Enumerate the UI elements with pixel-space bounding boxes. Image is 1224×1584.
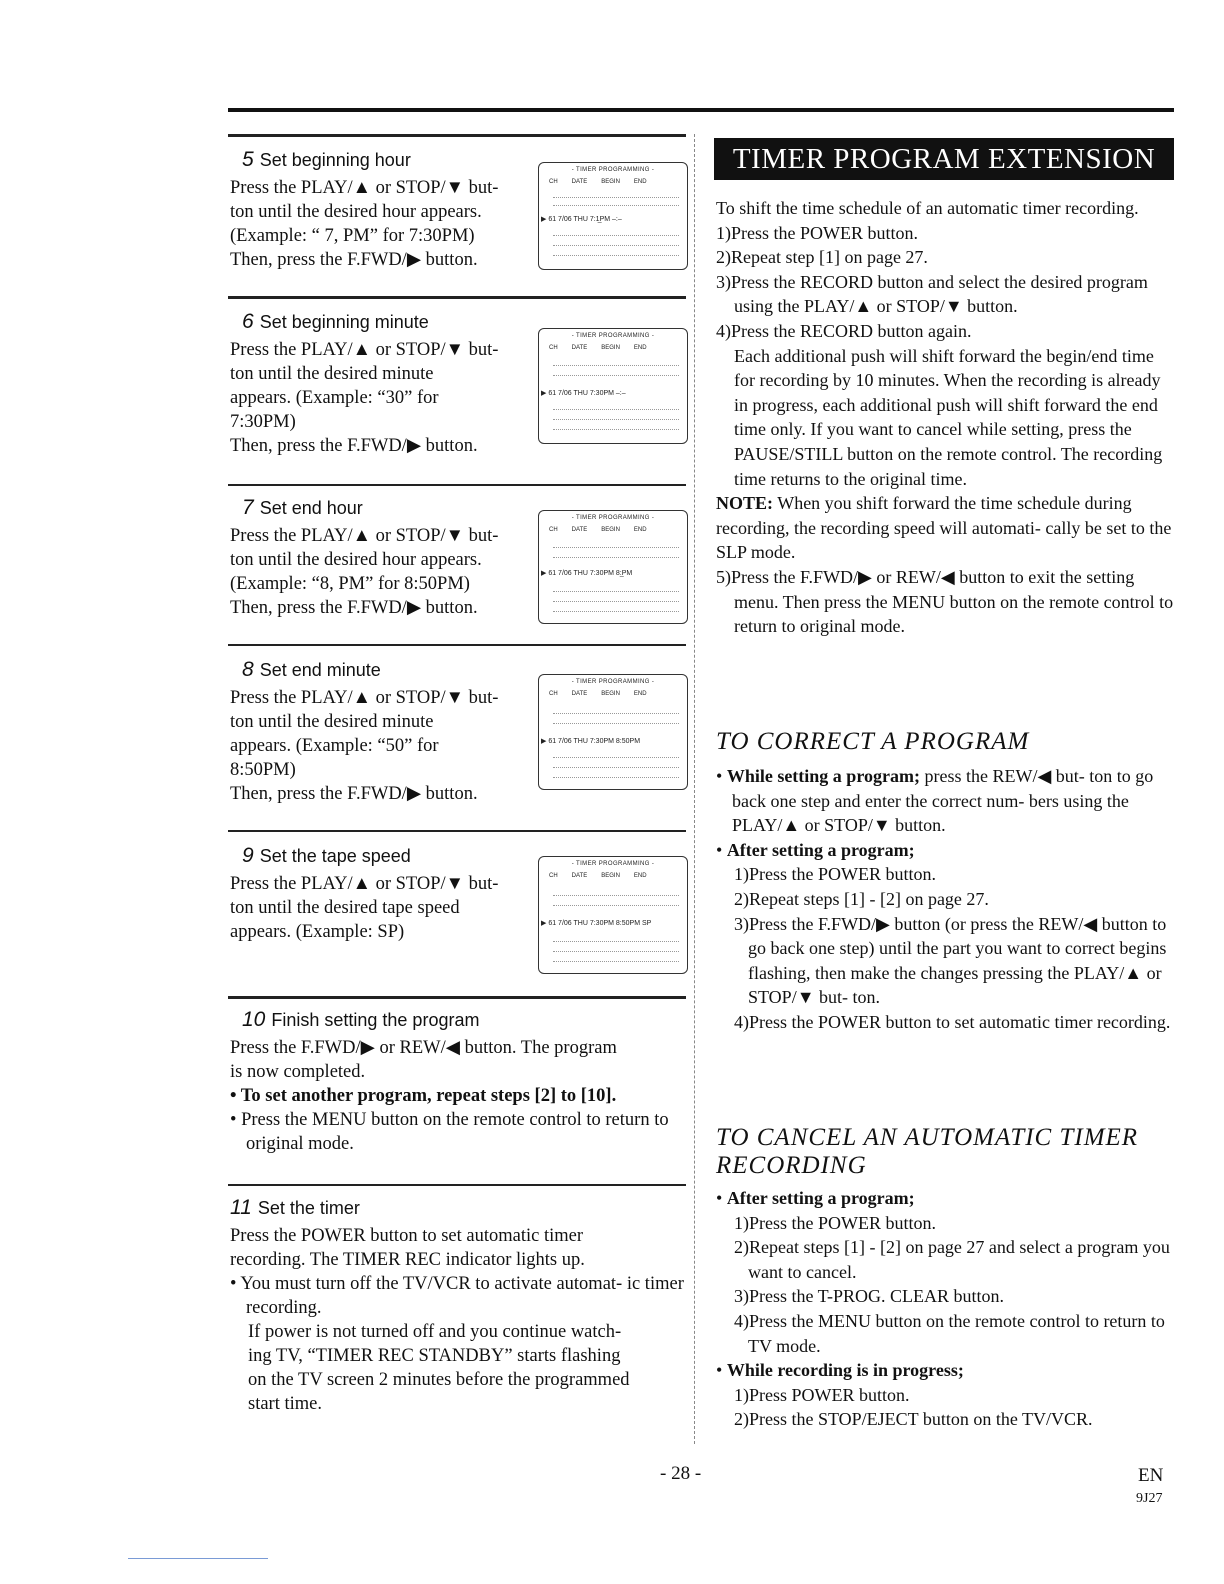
step-text: 1)Press POWER button.	[734, 1384, 910, 1405]
osd-header: BEGIN	[601, 527, 620, 533]
step-text: 8:50PM)	[230, 760, 296, 780]
osd-row: ▶ 61 7/06 THU 7:30PM 8:50PM	[541, 738, 641, 745]
step-number: 9	[242, 844, 254, 867]
osd-header: DATE	[571, 873, 588, 879]
step-text: ton until the desired hour appears.	[230, 550, 482, 570]
column-divider	[694, 134, 695, 1444]
correct-section	[716, 764, 1176, 1035]
bullet-item: • While recording is in progress;	[716, 1360, 964, 1381]
step-text: (Example: “8, PM” for 8:50PM)	[230, 574, 470, 594]
osd-title: - TIMER PROGRAMMING -	[571, 333, 655, 339]
step-9	[230, 844, 540, 944]
osd-header: CH	[549, 527, 558, 533]
step-title: Set end hour	[259, 498, 363, 518]
step-text: 7:30PM)	[230, 412, 296, 432]
osd-header: END	[633, 345, 647, 351]
subheading-correct: TO CORRECT A PROGRAM	[716, 728, 1030, 755]
step-text: 4)Press the POWER button to set automatic timer recording.	[734, 1011, 1171, 1032]
timer-osd-screen	[538, 674, 688, 790]
bullet-item: • After setting a program;	[716, 839, 915, 860]
osd-header: CH	[549, 691, 558, 697]
language-code: EN	[1138, 1465, 1164, 1486]
step-title: Set the timer	[257, 1198, 360, 1218]
section-banner: TIMER PROGRAM EXTENSION	[714, 138, 1174, 180]
bullet-text-bold: While recording is in progress;	[726, 1360, 964, 1381]
section-rule	[228, 996, 686, 999]
step-text: Then, press the F.FWD/▶ button.	[230, 784, 478, 804]
top-rule	[228, 108, 1174, 112]
timer-osd-screen	[538, 162, 688, 270]
timer-osd-screen	[538, 856, 688, 974]
step-text: Press the PLAY/▲ or STOP/▼ but-	[230, 340, 499, 360]
bullet-item: • Press the MENU button on the remote control to return to original mode.	[230, 1110, 669, 1154]
step-text: 2)Repeat steps [1] - [2] on page 27.	[734, 888, 989, 909]
bullet-item: • To set another program, repeat steps [2] to [10].	[230, 1086, 617, 1106]
step-text: 3)Press the F.FWD/▶ button (or press the REW/◀ button to go back one step) until the part you want to correct begins flashing, then make the changes pressing the PLAY/▲ or STOP/▼ but- ton.	[734, 913, 1167, 1008]
note	[716, 491, 1176, 565]
step-title: Set beginning minute	[259, 312, 429, 332]
step-text: ton until the desired hour appears.	[230, 202, 482, 222]
step-text: ton until the desired minute	[230, 364, 434, 384]
step-text: 2)Repeat steps [1] - [2] on page 27 and select a program you want to cancel.	[734, 1237, 1170, 1282]
osd-title: - TIMER PROGRAMMING -	[571, 861, 655, 867]
step-8	[230, 658, 540, 806]
osd-header: BEGIN	[601, 345, 620, 351]
step-text: Press the PLAY/▲ or STOP/▼ but-	[230, 178, 499, 198]
bullet-text-bold: While setting a program;	[726, 766, 920, 786]
detail-text: Each additional push will shift forward the begin/end time for recording by 10 minutes. When the recording is already in progress, each additional push will shift forward the end time only. If you want to cancel while setting, press the PAUSE/STILL button on the remote control. The recording time returns to the original time.	[734, 345, 1163, 489]
step-6	[230, 310, 540, 458]
bullet-item: • While setting a program; press the REW/◀ but- ton to go back one step and enter the correct num- bers using the PLAY/▲ or STOP/▼ button.	[716, 766, 1154, 836]
step-text: Press the PLAY/▲ or STOP/▼ but-	[230, 874, 499, 894]
osd-title: - TIMER PROGRAMMING -	[571, 515, 655, 521]
step-number: 7	[242, 496, 254, 519]
step-text: recording. The TIMER REC indicator lights up.	[230, 1250, 585, 1270]
osd-row: ▶ 61 7/06 THU 7:30PM –:–	[541, 390, 626, 397]
bullet-text-bold: To set another program, repeat steps [2] to [10].	[240, 1086, 617, 1106]
subheading-cancel: TO CANCEL AN AUTOMATIC TIMER RECORDING	[716, 1124, 1139, 1179]
osd-row: ▶ 61 7/06 THU 7:30PM 8:̲PM	[541, 570, 633, 577]
step-text: Press the PLAY/▲ or STOP/▼ but-	[230, 526, 499, 546]
cancel-section	[716, 1186, 1176, 1432]
page-number: - 28 -	[660, 1463, 702, 1484]
step-text: Then, press the F.FWD/▶ button.	[230, 598, 478, 618]
step-text: ton until the desired minute	[230, 712, 434, 732]
osd-header: DATE	[571, 179, 588, 185]
note-label: NOTE:	[716, 493, 774, 514]
step-text: 1)Press the POWER button.	[734, 864, 936, 885]
step-text: ton until the desired tape speed	[230, 898, 460, 918]
section-rule	[228, 296, 686, 299]
osd-header: CH	[549, 179, 558, 185]
timer-extension-section	[716, 196, 1176, 639]
osd-header: DATE	[571, 691, 588, 697]
step-number: 6	[242, 310, 254, 333]
step-7	[230, 496, 540, 620]
step-text: 2)Repeat step [1] on page 27.	[716, 247, 928, 268]
osd-header: DATE	[571, 527, 588, 533]
step-text: If power is not turned off and you continue watch-	[248, 1322, 622, 1342]
timer-osd-screen	[538, 510, 688, 624]
osd-header: BEGIN	[601, 873, 620, 879]
step-text: (Example: “ 7, PM” for 7:30PM)	[230, 226, 475, 246]
section-rule	[228, 484, 686, 486]
step-11	[230, 1196, 685, 1416]
step-5	[230, 148, 540, 272]
step-text: is now completed.	[230, 1062, 366, 1082]
section-rule	[228, 644, 686, 646]
note-text: When you shift forward the time schedule during recording, the recording speed will automati- cally be set to the SLP mode.	[716, 493, 1172, 563]
step-number: 10	[242, 1008, 266, 1031]
step-text: Press the POWER button to set automatic timer	[230, 1226, 583, 1246]
step-title: Finish setting the program	[271, 1010, 480, 1030]
osd-header: END	[633, 527, 647, 533]
step-text: 4)Press the RECORD button again.	[716, 320, 972, 341]
osd-header: END	[633, 873, 647, 879]
step-text: Press the PLAY/▲ or STOP/▼ but-	[230, 688, 499, 708]
step-title: Set end minute	[259, 660, 381, 680]
step-text: on the TV screen 2 minutes before the programmed	[248, 1370, 630, 1390]
step-text: appears. (Example: “30” for	[230, 388, 439, 408]
step-text: appears. (Example: “50” for	[230, 736, 439, 756]
section-rule	[228, 1184, 686, 1186]
osd-title: - TIMER PROGRAMMING -	[571, 167, 655, 173]
bullet-item: • After setting a program;	[716, 1188, 915, 1208]
bullet-text: You must turn off the TV/VCR to activate automat- ic timer recording.	[240, 1274, 684, 1318]
osd-row: ▶ 61 7/06 THU 7:1̲PM –:–	[541, 216, 622, 223]
step-title: Set the tape speed	[259, 846, 411, 866]
step-text: start time.	[248, 1394, 322, 1414]
bullet-item: • You must turn off the TV/VCR to activate automat- ic timer recording.	[230, 1274, 684, 1318]
step-number: 11	[230, 1196, 252, 1219]
osd-row: ▶ 61 7/06 THU 7:30PM 8:50PM SP	[541, 920, 652, 927]
step-text: 2)Press the STOP/EJECT button on the TV/VCR.	[734, 1409, 1093, 1430]
bullet-text: Press the MENU button on the remote control to return to original mode.	[241, 1110, 669, 1154]
step-number: 5	[242, 148, 254, 171]
osd-header: END	[633, 179, 647, 185]
doc-code: 9J27	[1136, 1491, 1163, 1506]
osd-title: - TIMER PROGRAMMING -	[571, 679, 655, 685]
step-text: appears. (Example: SP)	[230, 922, 405, 942]
step-title: Set beginning hour	[259, 150, 411, 170]
bottom-line	[128, 1558, 268, 1559]
osd-header: BEGIN	[601, 179, 620, 185]
timer-osd-screen	[538, 328, 688, 444]
step-text: 4)Press the MENU button on the remote control to return to TV mode.	[734, 1310, 1165, 1356]
osd-header: BEGIN	[601, 691, 620, 697]
step-text: Then, press the F.FWD/▶ button.	[230, 436, 478, 456]
step-text: 1)Press the POWER button.	[734, 1212, 936, 1233]
osd-header: CH	[549, 345, 558, 351]
intro-text: To shift the time schedule of an automatic timer recording.	[716, 198, 1139, 218]
step-text: Press the F.FWD/▶ or REW/◀ button. The program	[230, 1038, 617, 1058]
bullet-text-bold: After setting a program;	[726, 1188, 915, 1208]
step-text: 3)Press the T-PROG. CLEAR button.	[734, 1286, 1005, 1307]
step-text: 1)Press the POWER button.	[716, 222, 918, 243]
step-text: 5)Press the F.FWD/▶ or REW/◀ button to exit the setting menu. Then press the MENU button on the remote control to return to original mode.	[716, 566, 1174, 637]
step-10	[230, 1008, 685, 1156]
bullet-text: press the REW/◀ but- ton to go back one step and enter the correct num- bers using the PLAY/▲ or STOP/▼ button.	[732, 766, 1154, 836]
step-text: 3)Press the RECORD button and select the desired program using the PLAY/▲ or STOP/▼ button.	[716, 271, 1148, 317]
osd-header: END	[633, 691, 647, 697]
section-rule	[228, 830, 686, 832]
step-text: ing TV, “TIMER REC STANDBY” starts flashing	[248, 1346, 621, 1366]
bullet-text-bold: After setting a program;	[726, 839, 915, 860]
step-number: 8	[242, 658, 254, 681]
osd-header: DATE	[571, 345, 588, 351]
section-rule	[228, 134, 686, 137]
osd-header: CH	[549, 873, 558, 879]
step-text: Then, press the F.FWD/▶ button.	[230, 250, 478, 270]
